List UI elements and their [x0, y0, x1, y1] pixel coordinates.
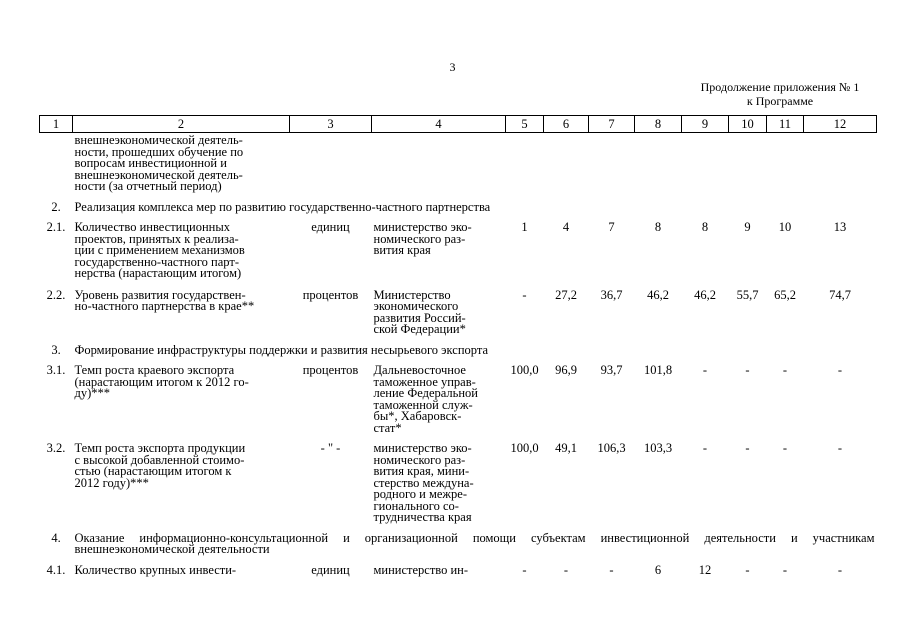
caption-line-2: к Программе [746, 94, 814, 108]
column-header: 5 [506, 116, 544, 133]
value-cell: 12 [698, 562, 712, 577]
row-number: 3.2. [46, 441, 66, 455]
value-cell: 96,9 [555, 363, 577, 377]
row-number: 2.1. [46, 220, 66, 234]
appendix-caption [690, 80, 870, 108]
value-cell: 13 [833, 220, 847, 234]
value-cell: 10 [778, 220, 792, 234]
indicator-name: Количество инвестиционных проектов, принятых к реализа- ции с применением механизмов государственно-частного парт- нерства (нарастающим итогом) [74, 220, 245, 280]
value-cell: - [782, 363, 788, 377]
value-cell: - [837, 441, 843, 455]
column-header: 11 [767, 116, 804, 133]
responsible: министерство эко- номического раз- вития края [373, 220, 472, 257]
unit: единиц [311, 562, 350, 577]
row-number: 2.2. [46, 287, 66, 302]
value-cell: - [563, 562, 569, 577]
responsible: министерство ин- [373, 562, 469, 577]
value-cell: - [702, 363, 708, 377]
value-cell: - [522, 287, 527, 302]
value-cell: - [837, 363, 843, 377]
value-cell: 49,1 [555, 441, 577, 455]
value-cell: 4 [562, 220, 570, 234]
responsible: министерство эко- номического раз- вития края, мини- стерство междуна- родного и межре- гионального со- трудничества края [373, 441, 474, 524]
table-row [40, 443, 877, 533]
value-cell: 1 [521, 220, 528, 234]
value-cell: 7 [608, 220, 615, 234]
value-cell: - [782, 441, 788, 455]
value-cell: 27,2 [555, 287, 577, 302]
caption-line-1: Продолжение приложения № 1 [700, 80, 860, 94]
column-header: 4 [372, 116, 506, 133]
value-cell: 103,3 [643, 441, 673, 455]
value-cell: 106,3 [597, 441, 626, 455]
row-number: 4.1. [46, 562, 66, 577]
value-cell: - [522, 562, 527, 577]
table-row [40, 290, 877, 345]
value-cell: - [837, 562, 843, 577]
section-number: 4. [51, 530, 61, 545]
table-header-row [40, 116, 877, 133]
section-row [40, 345, 877, 366]
unit: процентов [302, 363, 359, 377]
value-cell: - [745, 562, 750, 577]
value-cell: 36,7 [600, 287, 623, 302]
value-cell: 74,7 [829, 287, 851, 302]
value-cell: - [782, 562, 788, 577]
column-header: 10 [729, 116, 767, 133]
unit: - " - [320, 441, 341, 455]
section-title: Оказание информационно-консультационной и организационной помощи субъектам инвестиционной деятельности и участникам внешнеэкономической деятельности [74, 530, 875, 556]
indicator-name: Количество крупных инвести- [74, 562, 237, 577]
section-row [40, 533, 877, 565]
value-cell: - [702, 441, 708, 455]
section-title: Реализация комплекса мер по развитию государственно-частного партнерства [74, 199, 491, 214]
unit: процентов [302, 287, 359, 302]
value-cell: 46,2 [647, 287, 669, 302]
responsible: Дальневосточное таможенное управ- ление Федеральной таможенной служ- бы*, Хабаровск- стат* [373, 363, 478, 435]
value-cell: 101,8 [643, 363, 673, 377]
table-row [40, 133, 877, 202]
value-cell: 9 [744, 220, 751, 234]
value-cell: 6 [654, 562, 662, 577]
column-header: 9 [682, 116, 729, 133]
row-number: 3.1. [46, 363, 66, 377]
continuation-text: внешнеэкономической деятель- ности, прошедших обучение по вопросам инвестиционной и внешнеэкономической деятель- ности (за отчетный период) [74, 133, 244, 193]
section-row [40, 202, 877, 223]
value-cell: - [745, 441, 750, 455]
indicator-name: Темп роста экспорта продукции с высокой добавленной стоимо- стью (нарастающим итогом к 2012 году)*** [74, 441, 246, 490]
table-row [40, 565, 877, 577]
section-number: 3. [51, 342, 61, 357]
column-header: 7 [589, 116, 635, 133]
column-header: 1 [40, 116, 73, 133]
value-cell: 100,0 [510, 363, 539, 377]
value-cell: 46,2 [694, 287, 716, 302]
table-row [40, 222, 877, 290]
section-number: 2. [51, 199, 61, 214]
value-cell: 93,7 [600, 363, 623, 377]
value-cell: 65,2 [774, 287, 796, 302]
value-cell: - [745, 363, 750, 377]
value-cell: - [609, 562, 614, 577]
unit: единиц [311, 220, 350, 234]
page-number: 3 [449, 60, 456, 74]
column-header: 3 [290, 116, 372, 133]
program-indicators-table [39, 115, 877, 576]
column-header: 2 [73, 116, 290, 133]
table-row [40, 365, 877, 443]
value-cell: 100,0 [510, 441, 539, 455]
column-header: 12 [804, 116, 877, 133]
value-cell: 8 [654, 220, 662, 234]
column-header: 6 [544, 116, 589, 133]
value-cell: 8 [701, 220, 709, 234]
section-title: Формирование инфраструктуры поддержки и развития несырьевого экспорта [74, 342, 489, 357]
value-cell: 55,7 [736, 287, 759, 302]
indicator-name: Уровень развития государствен- но-частного партнерства в крае** [74, 287, 255, 313]
indicator-name: Темп роста краевого экспорта (нарастающим итогом к 2012 го- ду)*** [74, 363, 249, 400]
column-header: 8 [635, 116, 682, 133]
responsible: Министерство экономического развития Россий- ской Федерации* [373, 287, 466, 336]
